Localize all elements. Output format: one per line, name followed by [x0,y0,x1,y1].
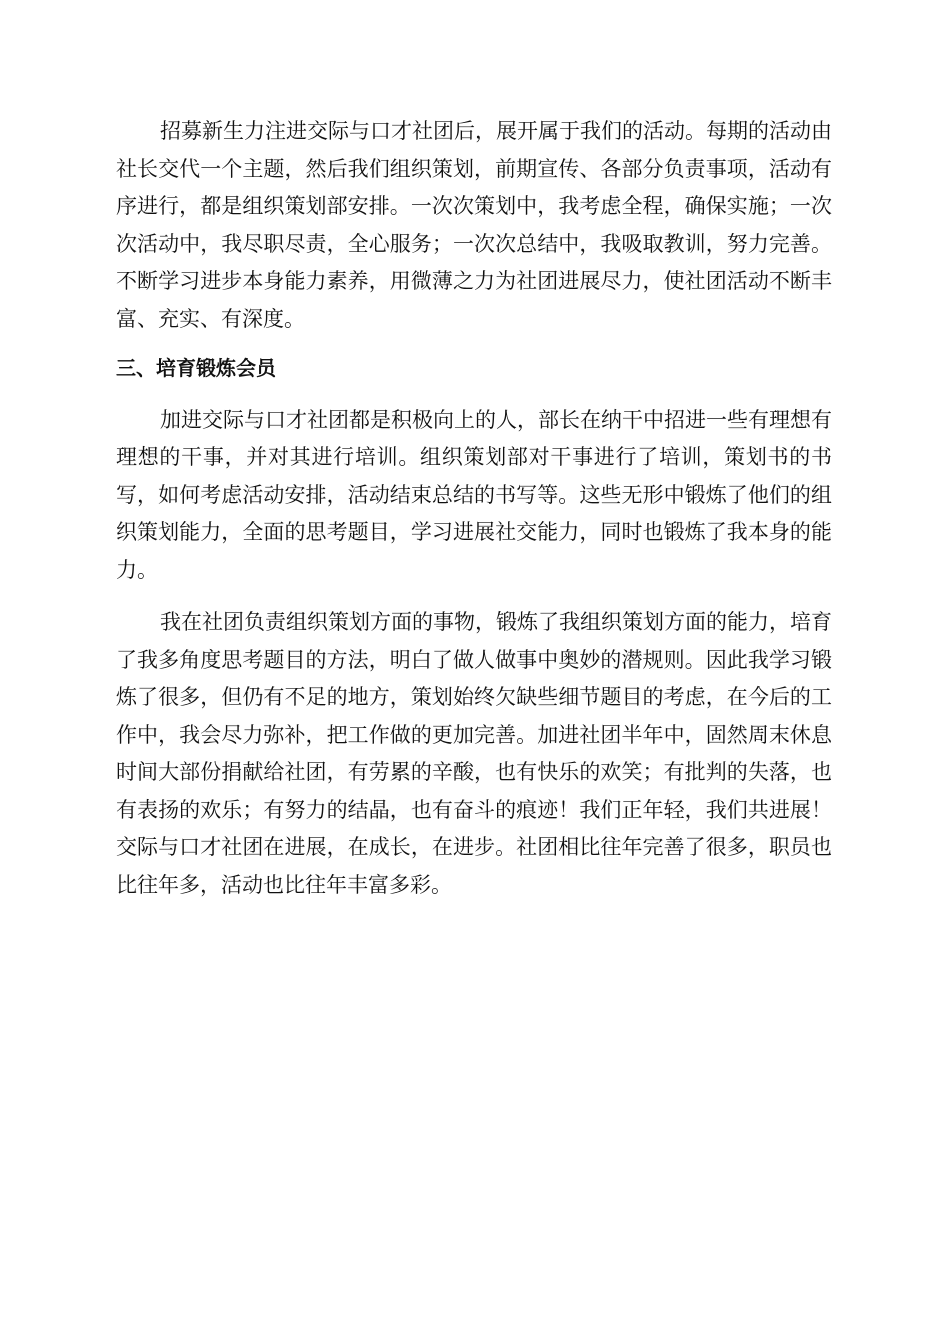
paragraph-activities: 招募新生力注进交际与口才社团后，展开属于我们的活动。每期的活动由社长交代一个主题，然后我们组织策划，前期宣传、各部分负责事项，活动有序进行，都是组织策划部安排。一次次策划中，我考虑全程，确保实施；一次次活动中，我尽职尽责，全心服务；一次次总结中，我吸取教训，努力完善。不断学习进步本身能力素养，用微薄之力为社团进展尽力，使社团活动不断丰富、充实、有深度。 [116,119,832,331]
paragraph-training: 加进交际与口才社团都是积极向上的人，部长在纳干中招进一些有理想有理想的干事，并对其进行培训。组织策划部对干事进行了培训，策划书的书写，如何考虑活动安排，活动结束总结的书写等。这些无形中锻炼了他们的组织策划能力，全面的思考题目，学习进展社交能力，同时也锻炼了我本身的能力。 [116,407,832,582]
paragraph-reflection: 我在社团负责组织策划方面的事物，锻炼了我组织策划方面的能力，培育了我多角度思考题目的方法，明白了做人做事中奥妙的潜规则。因此我学习锻炼了很多，但仍有不足的地方，策划始终欠缺些细节题目的考虑，在今后的工作中，我会尽力弥补，把工作做的更加完善。加进社团半年中，固然周末休息时间大部份捐献给社团，有劳累的辛酸，也有快乐的欢笑；有批判的失落，也有表扬的欢乐；有努力的结晶，也有奋斗的痕迹！我们正年轻，我们共进展！交际与口才社团在进展，在成长，在进步。社团相比往年完善了很多，职员也比往年多，活动也比往年丰富多彩。 [116,610,832,897]
section-heading: 三、培育锻炼会员 [116,356,276,380]
document-body [116,113,832,904]
